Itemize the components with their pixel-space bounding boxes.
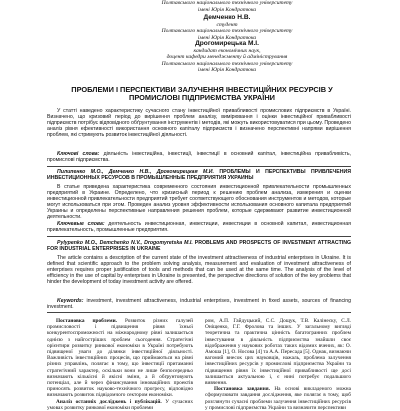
keywords-text: investment, investment attractiveness, industrial enterprises, investment in fixed assets, sources of financing investment. bbox=[47, 298, 351, 311]
keywords-label: Ключевые слова: bbox=[57, 221, 105, 227]
author-block-1 bbox=[152, 0, 302, 13]
paragraph-lead: Постановка завдання. bbox=[214, 386, 270, 393]
en-header bbox=[47, 240, 351, 252]
abstract-en: The article contains a description of the current state of the investment attractiveness of industrial enterprises in Ukraine. It is defined that scientific approach to the problem solving analysis, measurement and evaluation of investment attractiveness of enterprises requires proper justification of tools and methods that can be used at the same time. The analysis of the level of efficiency in the use of capital by enterprises in Ukraine is presented, the perspective directions of solution of the key problems that hinder the development of today investment activity are offered. bbox=[47, 255, 351, 286]
keywords-ru bbox=[47, 221, 351, 233]
body-paragraph bbox=[205, 386, 351, 411]
body-paragraph bbox=[205, 318, 351, 386]
keywords-label: Ключові слова: bbox=[57, 151, 100, 157]
abstract-ru: В статье приведена характеристика современного состояния инвестиционной привлекательности промышленных предприятий в Украине. Определено, что кризисный период к решению проблем анализа, измерения и оценки инвестиционной привлекательности предприятий требует соответствующего обоснования инструментов и методов, которые могут использоваться при этом. Проведен анализ уровня эффективности использования основного капитала предприятий Украины и определены перспективные направления решения проблем, которые сдерживают развитие инвестиционной деятельности. bbox=[47, 184, 351, 221]
keywords-ua bbox=[47, 151, 351, 163]
paragraph-text: У сучасних умовах розвитку ринкової економіки проблеми bbox=[47, 398, 193, 411]
paragraph-lead: Постановка проблеми. bbox=[56, 318, 117, 324]
en-authors: Pylypenko M.O., Demchenko N.V., Drogomyretska M.I. bbox=[57, 240, 193, 246]
author-name: Дрогомирецька М.І. bbox=[195, 40, 259, 47]
body-paragraph bbox=[47, 399, 193, 411]
author-block-3 bbox=[152, 41, 302, 74]
section-divider bbox=[47, 312, 351, 313]
author-name: Демченко Н.В. bbox=[203, 14, 251, 21]
body-column-left bbox=[47, 318, 193, 411]
article-title: ПРОБЛЕМИ І ПЕРСПЕКТИВИ ЗАЛУЧЕННЯ ІНВЕСТИЦІЙНИХ РЕСУРСІВ У ПРОМИСЛОВІ ПІДПРИЄМСТВА УКРАЇНИ bbox=[71, 85, 333, 103]
keywords-text: деятельность инвестиционная, инвестиции, инвестиции в основной капитал, инвестиционная привлекательность, промышленные предприятия. bbox=[47, 221, 351, 234]
author-affiliation: імені Юрія Кондратюка bbox=[197, 34, 257, 41]
abstract-ua: У статті наведено характеристику сучасного стану інвестиційної привабливості промислових підприємств в Україні. Визначено, що кризовий період до вирішення проблем аналізу, вимірювання і оцінки інвестиційної привабливості підприємств потрібує відповідного обґрунтування інструментів і методів, які можуть використовуватися при цьому. Проведено аналіз рівня ефективності використання основного капіталу підприємств і визначено перспективні напрями вирішення проблем, які стримують розвиток інвестиційної діяльності. bbox=[47, 108, 351, 139]
author-affiliation: Полтавського національного технічного університету bbox=[161, 28, 293, 34]
paragraph-text: На основі викладеного можна сформулювати завдання дослідження, яке полягає в тому, щоб розглянути сучасні проблеми залучення інвестиційних ресурсів у промислові підприємства України та визначити перспективи bbox=[205, 386, 351, 411]
keywords-text: діяльність інвестиційна, інвестиції, інвестиції в основний капітал, інвестиційна привабливість, промислові підприємства. bbox=[47, 151, 351, 164]
author-block-2 bbox=[152, 15, 302, 41]
body-paragraph bbox=[47, 318, 193, 399]
author-affiliation: імені Юрія Кондратюка bbox=[197, 67, 257, 73]
keywords-en bbox=[47, 298, 351, 310]
paragraph-lead: Аналіз останніх досліджень і публікацій. bbox=[56, 398, 162, 405]
ru-header bbox=[47, 169, 351, 181]
body-column-right bbox=[205, 318, 351, 411]
keywords-label: Keywords: bbox=[57, 298, 84, 304]
section-divider bbox=[47, 236, 351, 237]
ru-authors: Пилипенко М.О., Демченко Н.В., Дрогомирецкая М.И. bbox=[57, 169, 214, 175]
author-affiliation: імені Юрія Кондратюка bbox=[197, 6, 257, 13]
ru-title: ПРОБЛЕМЫ И ПЕРСПЕКТИВЫ ПРИВЛЕЧЕНИЯ ИНВЕСТИЦИОННЫХ РЕСУРСОВ В ПРОМЫШЛЕННЫЕ ПРЕДПРИЯТИЯ УКРАИНЫ bbox=[47, 169, 351, 182]
author-affiliation: доцент кафедри менеджменту й адміністрування bbox=[166, 54, 288, 60]
section-divider bbox=[47, 166, 351, 167]
author-affiliation: Полтавського національного технічного університету bbox=[161, 0, 293, 6]
author-affiliation: Полтавського національного технічного університету bbox=[161, 60, 293, 67]
author-affiliation: студент bbox=[216, 21, 238, 28]
author-affiliation: кандидат економічних наук, bbox=[193, 47, 261, 54]
en-title: PROBLEMS AND PROSPECTS OF INVESTMENT ATTRACTING FOR INDUSTRIAL ENTERPRISES IN UKRAINE bbox=[47, 240, 351, 253]
paragraph-text: ром, А.П. Гайдуцький, С.С. Дощук, Т.В. Калінеску, С.Л. Оніщенко, Г.Г. Фролова та інших. У загальному вигляді теоретична та практична цінність багатогранних проблем інвестування в діяльність підприємства знайшли своє відображення у наукових роботах таких відомих вчених, як: О. Амоша [1], О. Носова [4] та А.А. Пересада [5]. Однак, визнаючи вагомий внесок цих науковців, нажаль, проблема залучення інвестиційних ресурсів у промислові підприємства України та підвищення рівня їх інвестиційної привабливості ще досі залишається актуальною і, є нині потребує подальшого вивчення. bbox=[205, 318, 351, 387]
paragraph-text: Розвиток різних галузей промисловості і підвищення рівня їхньої конкурентоспроможності на міжнародному рівні залишається однією з найгостріших проблем сьогодення. Стратегічні орієнтири розвитку ринкової економіки в Україні потребують підвищеної уваги до ділянки інвестиційної діяльності. Важливість інвестиційних процесів, що приймаються на рівні різних управлінь, полягає в тому, що інвестиції притаманні стратегічний характер, оскільки вони не лише безпосередньо визначають кількісні й якісні зміни, а й обґрунтовують потенціал, але й через фінансування інноваційних проектів приносять розвиток науково-технічного прогресу, відповідно визначають розвиток підвідомчого сектором економіки. bbox=[47, 318, 193, 399]
